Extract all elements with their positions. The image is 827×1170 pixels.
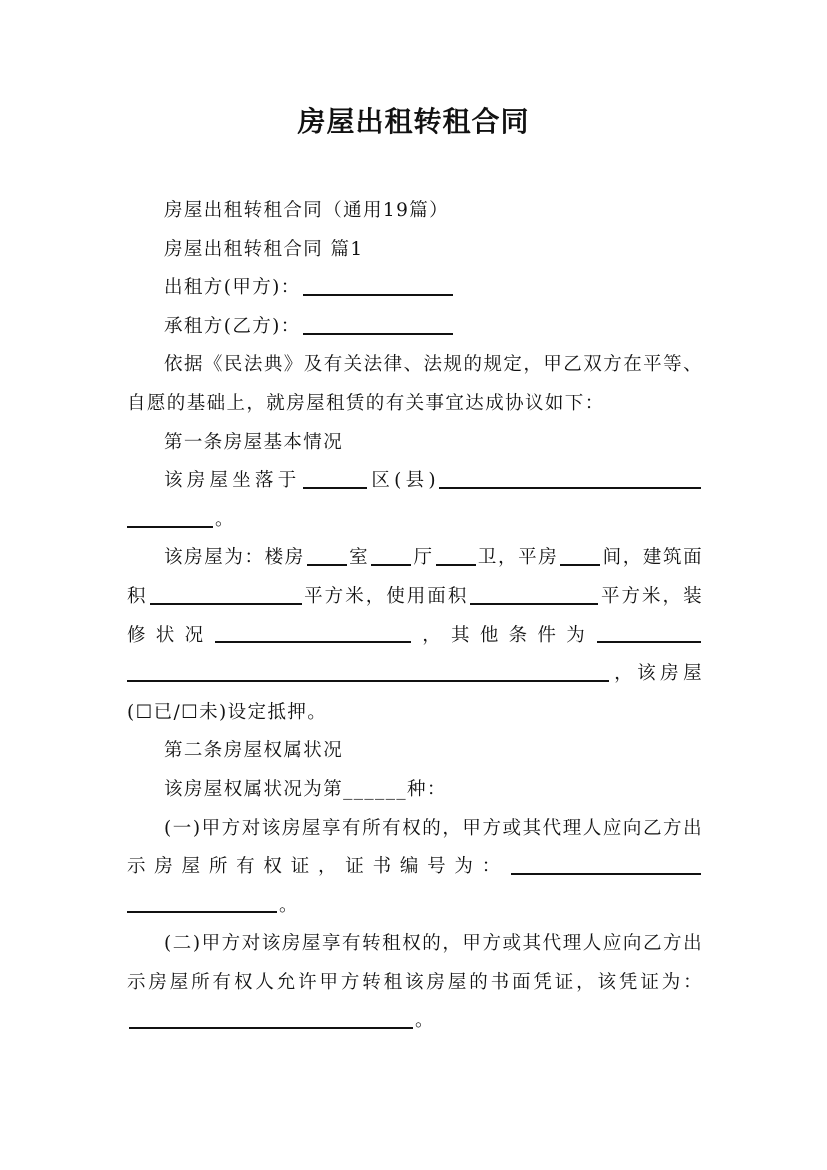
document-title: 房屋出租转租合同 [297, 105, 530, 138]
location-paragraph: 该房屋坐落于 区(县)。 [127, 462, 703, 539]
address-blank-line1 [439, 468, 701, 489]
baths-blank [436, 545, 476, 566]
usable-area-blank [470, 583, 598, 604]
clause-2-paragraph: (二)甲方对该房屋享有转租权的，甲方或其代理人应向乙方出示房屋所有权人允许甲方转租该房屋的书面凭证，该凭证为：。 [127, 933, 703, 1032]
document-body [127, 192, 703, 1041]
lessor-blank [303, 275, 453, 296]
address-blank-line2 [127, 506, 213, 527]
article-2-heading: 第二条房屋权属状况 [164, 740, 344, 762]
layout-paragraph: 该房屋为：楼房 室 厅 卫，平房 间，建筑面积 平方米，使用面积 平方米，装修状况 ，其他条件为，该房屋(☐已/☐未)设定抵押。 [127, 539, 703, 732]
building-area-blank [150, 583, 302, 604]
lessee-blank [303, 313, 453, 334]
rooms-blank [307, 545, 347, 566]
voucher-blank [129, 1008, 413, 1029]
certificate-number-blank-1 [511, 853, 701, 874]
lessee-line: 承租方(乙方)： [127, 308, 703, 347]
halls-blank [371, 545, 411, 566]
intro-paragraph: 依据《民法典》及有关法律、法规的规定，甲乙双方在平等、自愿的基础上，就房屋租赁的有关事宜达成协议如下： [127, 354, 703, 414]
certificate-number-blank-2 [127, 892, 277, 913]
lessor-line: 出租方(甲方)： [127, 269, 703, 308]
doc-subtitle: 房屋出租转租合同（通用19篇） [164, 200, 450, 221]
clause-1-paragraph: (一)甲方对该房屋享有所有权的，甲方或其代理人应向乙方出示房屋所有权证，证书编号为：。 [127, 817, 703, 916]
district-blank [303, 468, 367, 489]
other-conditions-blank-1 [597, 622, 701, 643]
other-conditions-blank-2 [127, 660, 609, 681]
bungalow-rooms-blank [560, 545, 600, 566]
ownership-type-line: 该房屋权属状况为第______种： [164, 778, 447, 800]
part-heading: 房屋出租转租合同 篇1 [164, 238, 364, 260]
decoration-blank [215, 622, 411, 643]
article-1-heading: 第一条房屋基本情况 [164, 431, 344, 453]
